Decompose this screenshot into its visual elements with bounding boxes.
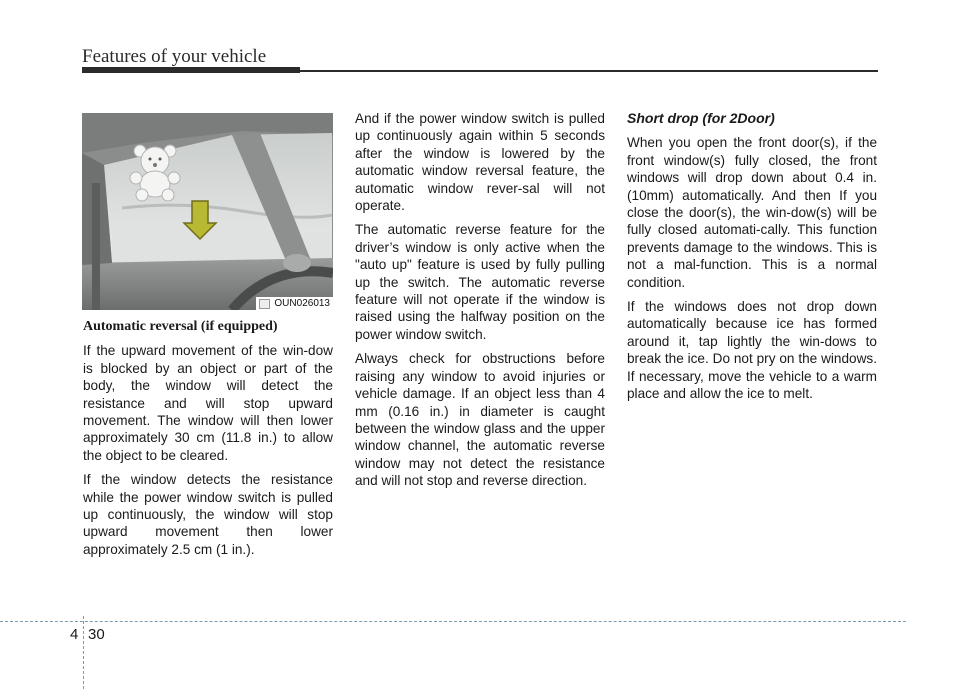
section-heading: Short drop (for 2Door) [627, 110, 775, 126]
column-2 [355, 110, 605, 497]
page-number: 30 [88, 626, 105, 643]
header-rule-thick [82, 67, 300, 73]
figure-label-icon [259, 299, 270, 309]
page-header-title: Features of your vehicle [82, 46, 267, 67]
window-reversal-figure [82, 113, 333, 310]
paragraph: When you open the front door(s), if the front window(s) fully closed, the front windows will drop down about 0.4 in.(10mm) automatically. And then If you close the door(s), the win-dow(s) will be fully closed automati-cally. This function prevents damage to the windows. This is not a mal-function. This is a normal condition. [627, 135, 877, 290]
paragraph: And if the power window switch is pulled up continuously again within 5 seconds after the window is lowered by the automatic window reversal feature, the automatic window rever-sal will not operate. [355, 111, 605, 214]
footer-divider [83, 616, 84, 689]
figure-label [256, 297, 333, 310]
paragraph: Always check for obstructions before raising any window to avoid injuries or vehicle damage. If an object less than 4 mm (0.16 in.) in diameter is caught between the window glass and the upper window channel, the automatic reverse window may not detect the resistance and will not stop and reverse direction. [355, 351, 605, 489]
figure-label-text: OUN026013 [274, 298, 330, 309]
car-window-illustration [82, 113, 333, 310]
header-rule-thin [300, 70, 878, 72]
column-1 [83, 318, 333, 565]
paragraph: If the window detects the resistance while the power window switch is pulled up continuously, the window will stop upward movement then lower approximately 2.5 cm (1 in.). [83, 472, 333, 557]
paragraph: If the windows does not drop down automatically because ice has formed around it, tap lightly the win-dows to break the ice. Do not pry on the windows. If necessary, move the vehicle to a warm place and allow the ice to melt. [627, 299, 877, 402]
paragraph: The automatic reverse feature for the driver’s window is only active when the "auto up" feature is used by fully pulling up the switch. The automatic reverse feature will not operate if the window is raised using the halfway position on the power window switch. [355, 222, 605, 342]
column-3 [627, 110, 877, 410]
footer-rule [0, 621, 906, 623]
chapter-number: 4 [70, 626, 79, 643]
figure-caption: Automatic reversal (if equipped) [83, 319, 278, 334]
paragraph: If the upward movement of the win-dow is blocked by an object or part of the body, the window will detect the resistance and will stop upward movement. The window will then lower approximately 30 cm (11.8 in.) to allow the object to be cleared. [83, 343, 333, 463]
